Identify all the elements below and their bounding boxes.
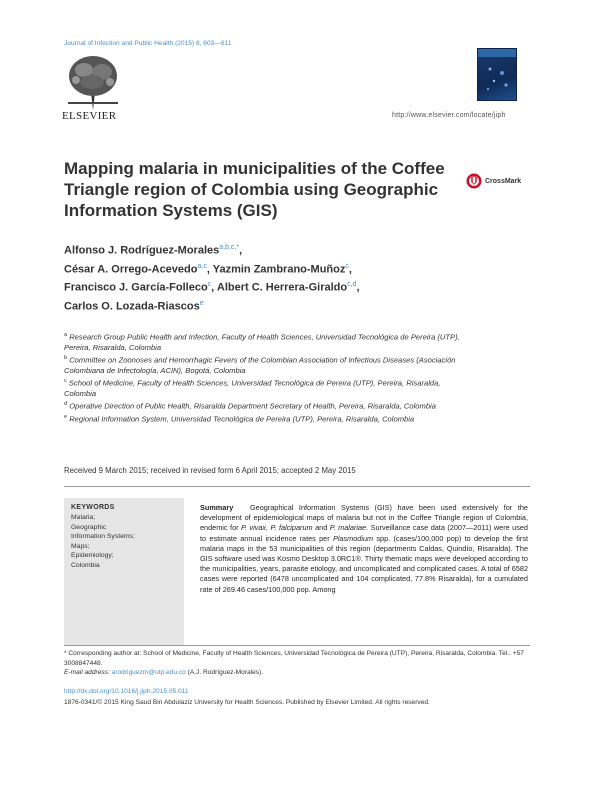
email-line bbox=[64, 668, 530, 678]
species-name: Plasmodium bbox=[332, 533, 374, 543]
affiliation-item bbox=[64, 353, 464, 376]
keyword-item: Colombia bbox=[71, 561, 100, 569]
affiliation-key: a bbox=[64, 332, 68, 338]
author-separator: , bbox=[356, 281, 360, 294]
corresponding-author-text: * Corresponding author at: School of Medicine, Faculty of Health Sciences, Universidad Tecnológica de Pereira (UTP), Pereira, Risaralda, Colombia. Tel.: +57 3008847448. bbox=[64, 650, 524, 667]
journal-url[interactable]: http://www.elsevier.com/locate/jiph bbox=[392, 112, 506, 119]
author-name: Yazmin Zambrano-Muñoz bbox=[212, 263, 346, 276]
affiliation-key: b bbox=[64, 355, 68, 362]
species-name: P. vivax, P. falciparum bbox=[241, 523, 313, 533]
affiliation-list bbox=[64, 330, 464, 425]
section-divider bbox=[64, 486, 530, 487]
author-affil-marker[interactable]: a,c bbox=[197, 262, 207, 270]
keywords-box bbox=[64, 498, 184, 646]
corresponding-author-footnote bbox=[64, 649, 530, 678]
author-affil-marker[interactable]: a,b,c,* bbox=[219, 244, 240, 251]
abstract-segment: Surveillance case data (2007—2011) were used to estimate annual incidence rates per bbox=[200, 523, 528, 543]
abstract-segment: spp. (cases/100,000 pop) to develop the first malaria maps in the 53 municipalities of this region (departments Caldas, Quindío, Risaralda). The GIS software used was Kosmo Desktop 3.0RC1®. Thirty thematic maps were developed according to the municipalities, years, parasite etiology, and uncomplicated and complicated cases. A total of 6582 cases were reported (6478 uncomplicated and 104 complicated, 77.8% Risaralda), for a cumulated rate of 269.46 cases/100,000 pop. Among bbox=[200, 533, 529, 594]
species-name: P. malariae. bbox=[329, 523, 369, 533]
author-name: Albert C. Herrera-Giraldo bbox=[216, 281, 348, 294]
author-name: César A. Orrego-Acevedo bbox=[64, 263, 198, 276]
affiliation-key: d bbox=[64, 401, 68, 408]
email-label: E-mail address: bbox=[64, 669, 110, 676]
journal-citation: Journal of Infection and Public Health (2015) 8, 603—611 bbox=[64, 40, 232, 47]
affiliation-key: e bbox=[64, 414, 68, 421]
keyword-item: Information Systems; bbox=[71, 533, 135, 540]
affiliation-text: Regional Information System, Universidad Tecnológica de Pereira (UTP), Pereira, Risaralda, Colombia bbox=[69, 414, 415, 424]
affiliation-item bbox=[64, 330, 464, 353]
author-affil-marker[interactable]: c bbox=[207, 281, 212, 289]
abstract-label: Summary bbox=[200, 503, 234, 512]
footnote-divider bbox=[64, 645, 530, 646]
abstract-text bbox=[200, 503, 528, 595]
affiliation-text: Operative Direction of Public Health, Risaralda Department Secretary of Health, Pereira, Risaralda, Colombia bbox=[69, 401, 436, 411]
affiliation-key: c bbox=[64, 378, 67, 385]
keyword-item: Epidemiology; bbox=[71, 552, 114, 559]
affiliation-text: School of Medicine, Faculty of Health Sciences, Universidad Tecnológica de Pereira (UTP), Pereira, Risaralda, Colombia bbox=[64, 378, 441, 399]
author-list bbox=[64, 240, 484, 315]
author-separator: , bbox=[211, 281, 215, 294]
keywords-heading: KEYWORDS bbox=[71, 504, 115, 511]
author-affil-marker[interactable]: c,d bbox=[347, 281, 357, 289]
keyword-item: Maps; bbox=[71, 542, 90, 550]
article-title: Mapping malaria in municipalities of the Coffee Triangle region of Colombia using Geographic Information Systems (GIS) bbox=[64, 159, 445, 220]
author-name: Carlos O. Lozada-Riascos bbox=[64, 300, 200, 313]
author-separator: , bbox=[206, 263, 210, 276]
abstract-segment: Geographical Information Systems (GIS) have been used extensively for the development of epidemiological maps of malaria but not in the Coffee Triangle region of Colombia, endemic for bbox=[200, 503, 528, 533]
author-name: Francisco J. García-Folleco bbox=[64, 281, 208, 294]
author-affil-marker[interactable]: e bbox=[199, 299, 204, 307]
abstract-segment: and bbox=[312, 523, 330, 533]
email-owner: (A.J. Rodríguez-Morales). bbox=[187, 669, 264, 676]
affiliation-text: Committee on Zoonoses and Hemorrhagic Fevers of the Colombian Association of Infectious Diseases (Asociación Colombiana de Infectología, ACIN), Bogotá, Colombia bbox=[64, 355, 456, 375]
publisher-logo-text: ELSEVIER bbox=[62, 110, 117, 122]
author-affil-marker[interactable]: c bbox=[345, 262, 349, 270]
received-dates: Received 9 March 2015; received in revised form 6 April 2015; accepted 2 May 2015 bbox=[64, 466, 356, 475]
keyword-item: Geographic bbox=[71, 523, 107, 531]
affiliation-item bbox=[64, 376, 464, 399]
email-link[interactable]: arodriguezm@utp.edu.co bbox=[111, 669, 186, 676]
doi-link[interactable]: http://dx.doi.org/10.1016/j.jiph.2015.05.011 bbox=[64, 688, 189, 695]
author-separator: , bbox=[348, 263, 352, 276]
elsevier-tree-logo bbox=[62, 52, 124, 112]
author-name: Alfonso J. Rodríguez-Morales bbox=[64, 244, 220, 257]
affiliation-item bbox=[64, 399, 464, 412]
crossmark-icon bbox=[466, 173, 482, 189]
crossmark-label: CrossMark bbox=[485, 177, 522, 185]
issn-copyright: 1876-0341/© 2015 King Saud Bin Abdulaziz University for Health Sciences. Published by Elsevier Limited. All rights reserved. bbox=[64, 699, 430, 706]
author-separator: , bbox=[239, 244, 243, 257]
affiliation-item bbox=[64, 412, 464, 425]
crossmark-badge[interactable] bbox=[466, 172, 521, 190]
keyword-item: Malaria; bbox=[71, 514, 96, 521]
journal-cover-image bbox=[477, 48, 517, 101]
affiliation-text: Research Group Public Health and Infection, Faculty of Health Sciences, Universidad Tecnológica de Pereira (UTP), Pereira, Risaralda, Colombia bbox=[64, 332, 460, 352]
